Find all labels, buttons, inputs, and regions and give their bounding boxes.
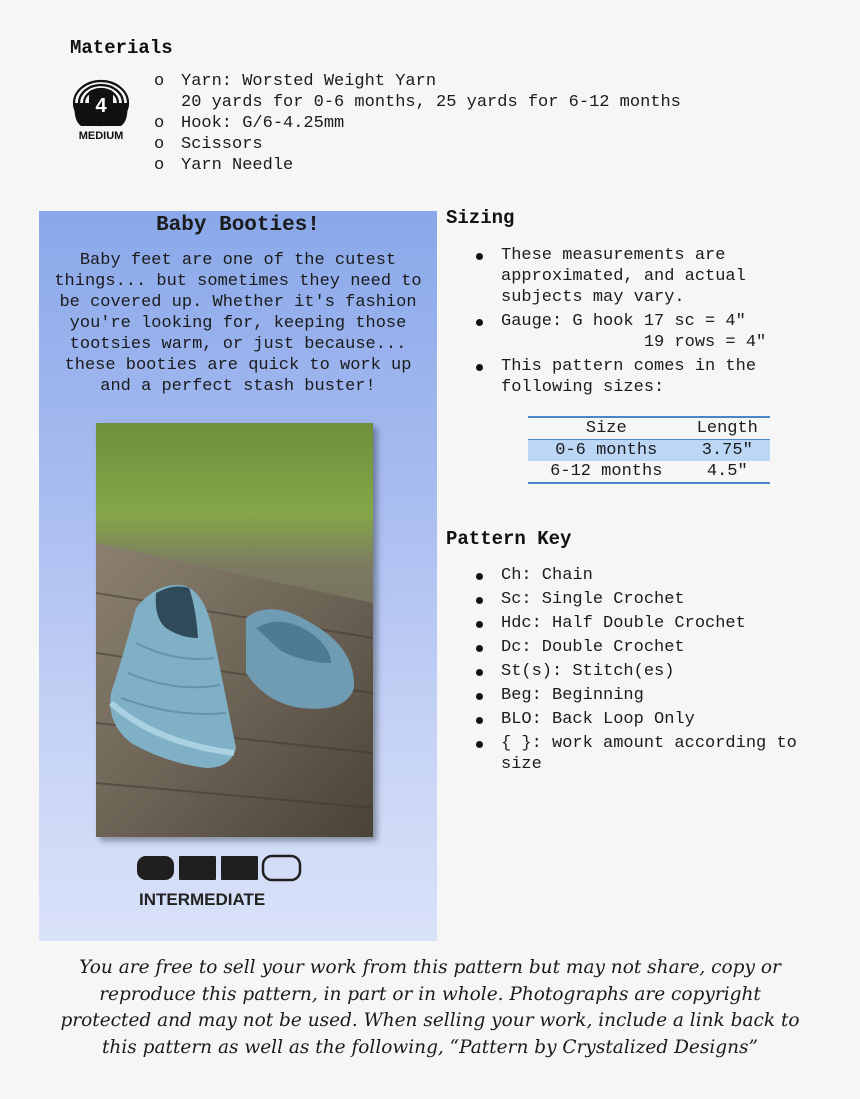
list-item: Sc: Single Crochet — [446, 589, 797, 610]
yarn-weight-icon — [71, 76, 131, 142]
skill-block-empty — [263, 856, 300, 880]
materials-heading: Materials — [70, 37, 173, 59]
list-item: This pattern comes in the following sizes: — [446, 356, 766, 398]
list-item: o Yarn: Worsted Weight Yarn 20 yards for 0-6 months, 25 yards for 6-12 months — [154, 72, 681, 112]
column-header: Length — [685, 417, 770, 440]
materials-list — [154, 71, 681, 176]
list-item: o Hook: G/6-4.25mm — [154, 114, 345, 133]
table-cell: 3.75" — [685, 440, 770, 462]
svg-text:4: 4 — [95, 95, 107, 117]
sizing-heading: Sizing — [446, 207, 515, 229]
pattern-key-heading: Pattern Key — [446, 528, 572, 550]
list-item: Beg: Beginning — [446, 685, 797, 706]
list-item: o Scissors — [154, 135, 263, 154]
sizing-list — [446, 245, 766, 401]
list-item: Hdc: Half Double Crochet — [446, 613, 797, 634]
table-cell: 4.5" — [706, 462, 748, 481]
list-item: These measurements are approximated, and actual subjects may vary. — [446, 245, 766, 308]
pattern-key-list — [446, 565, 797, 778]
table-row — [528, 440, 770, 462]
table-cell: 6-12 months — [550, 462, 663, 481]
skill-block-filled — [179, 856, 216, 880]
list-item: Gauge: G hook 17 sc = 4" 19 rows = 4" — [446, 311, 766, 353]
table-header-row — [528, 417, 770, 440]
list-item: Ch: Chain — [446, 565, 797, 586]
list-item: BLO: Back Loop Only — [446, 709, 797, 730]
booties-photo — [96, 423, 373, 837]
svg-text:MEDIUM: MEDIUM — [78, 130, 124, 142]
skill-level-label: INTERMEDIATE — [139, 890, 266, 909]
table-row — [528, 461, 770, 483]
list-item: { }: work amount according to size — [446, 733, 797, 775]
sidebar-description: Baby feet are one of the cutest things... but sometimes they need to be covered up. Whether it's fashion you're looking for, keeping those tootsies warm, or just because... these booties are quick to work up and a perfect stash buster! — [54, 251, 422, 396]
skill-block-filled — [221, 856, 258, 880]
sidebar-title: Baby Booties! — [156, 214, 320, 237]
list-item: Dc: Double Crochet — [446, 637, 797, 658]
sidebar-panel — [39, 211, 437, 941]
list-item: o Yarn Needle — [154, 156, 294, 175]
column-header: Size — [528, 417, 685, 440]
size-table — [528, 416, 770, 484]
skill-block-filled — [137, 856, 174, 880]
copyright-note: You are free to sell your work from this pattern but may not share, copy or reproduce this pattern, in part or in whole. Photographs are copyright protected and may not be used. When selling your work, include a link back to this pattern as well as the following, “Pattern by Crystalized Designs” — [60, 957, 800, 1058]
table-cell: 0-6 months — [528, 440, 685, 462]
skill-level-icon — [135, 854, 315, 914]
list-item: St(s): Stitch(es) — [446, 661, 797, 682]
